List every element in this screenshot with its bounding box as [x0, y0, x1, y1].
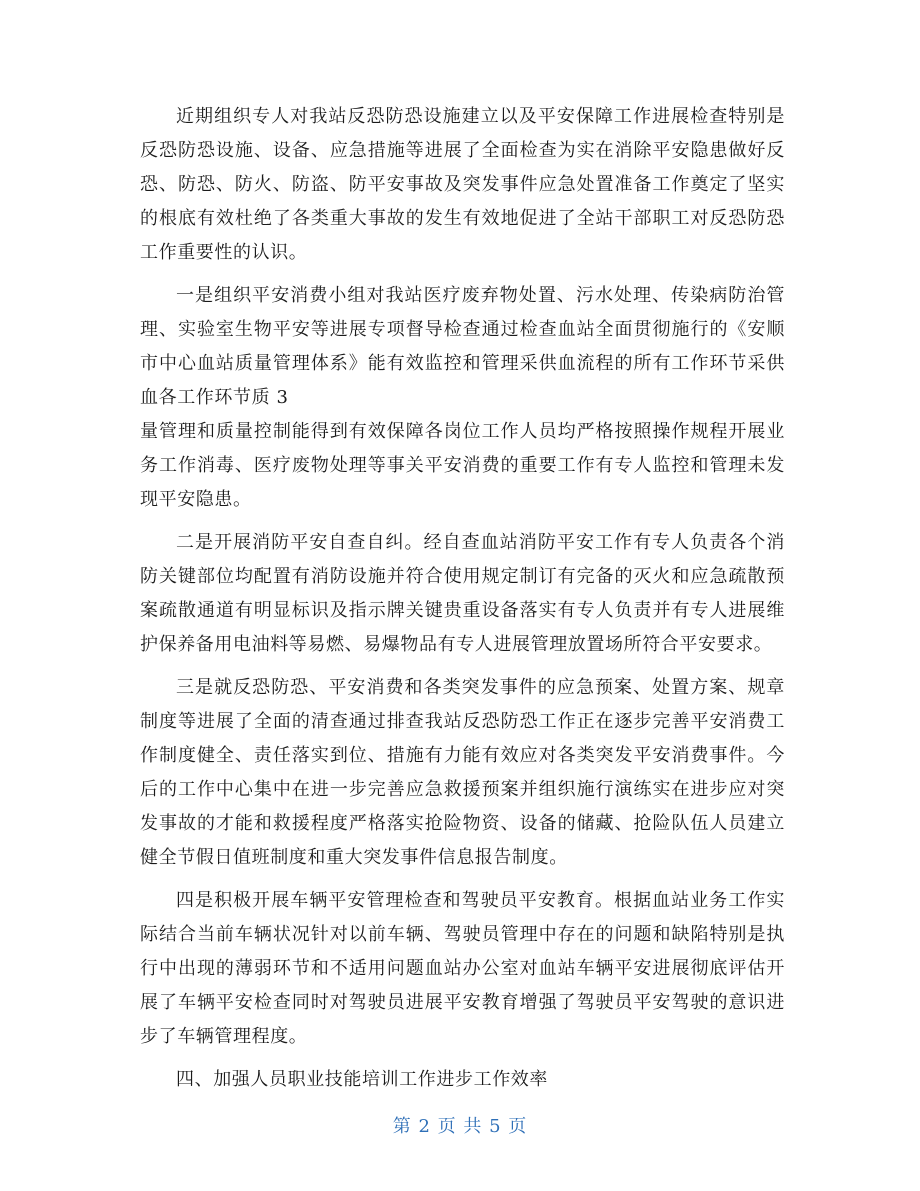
section-heading: 四、加强人员职业技能培训工作进步工作效率 [176, 1069, 548, 1090]
document-body [140, 100, 785, 1106]
paragraph-item-two: 二是开展消防平安自查自纠。经自查血站消防平安工作有专人负责各个消防关键部位均配置有消防设施并符合使用规定制订有完备的灭火和应急疏散预案疏散通道有明显标识及指示牌关键贵重设备落实有专人负责并有专人进展维护保养备用电油料等易燃、易爆物品有专人进展管理放置场所符合平安要求。 [140, 532, 785, 655]
paragraph-item-one-continued: 量管理和质量控制能得到有效保障各岗位工作人员均严格按照操作规程开展业务工作消毒、医疗废物处理等事关平安消费的重要工作有专人监控和管理未发现平安隐患。 [140, 421, 785, 510]
paragraph-intro: 近期组织专人对我站反恐防恐设施建立以及平安保障工作进展检查特别是反恐防恐设施、设备、应急措施等进展了全面检查为实在消除平安隐患做好反恐、防恐、防火、防盗、防平安事故及突发事件应急处置准备工作奠定了坚实的根底有效杜绝了各类重大事故的发生有效地促进了全站干部职工对反恐防恐工作重要性的认识。 [140, 106, 785, 263]
paragraph-item-three: 三是就反恐防恐、平安消费和各类突发事件的应急预案、处置方案、规章制度等进展了全面的清查通过排查我站反恐防恐工作正在逐步完善平安消费工作制度健全、责任落实到位、措施有力能有效应对各类突发平安消费事件。今后的工作中心集中在进一步完善应急救援预案并组织施行演练实在进步应对突发事故的才能和救援程度严格落实抢险物资、设备的储藏、抢险队伍人员建立健全节假日值班制度和重大突发事件信息报告制度。 [140, 677, 785, 868]
paragraph-item-four: 四是积极开展车辆平安管理检查和驾驶员平安教育。根据血站业务工作实际结合当前车辆状况针对以前车辆、驾驶员管理中存在的问题和缺陷特别是执行中出现的薄弱环节和不适用问题血站办公室对血站车辆平安进展彻底评估开展了车辆平安检查同时对驾驶员进展平安教育增强了驾驶员平安驾驶的意识进步了车辆管理程度。 [140, 890, 785, 1047]
page-number-footer: 第 2 页 共 5 页 [392, 1116, 528, 1137]
paragraph-item-one: 一是组织平安消费小组对我站医疗废弃物处置、污水处理、传染病防治管理、实验室生物平安等进展专项督导检查通过检查血站全面贯彻施行的《安顺市中心血站质量管理体系》能有效监控和管理采供血流程的所有工作环节采供血各工作环节质 3 [140, 285, 785, 408]
